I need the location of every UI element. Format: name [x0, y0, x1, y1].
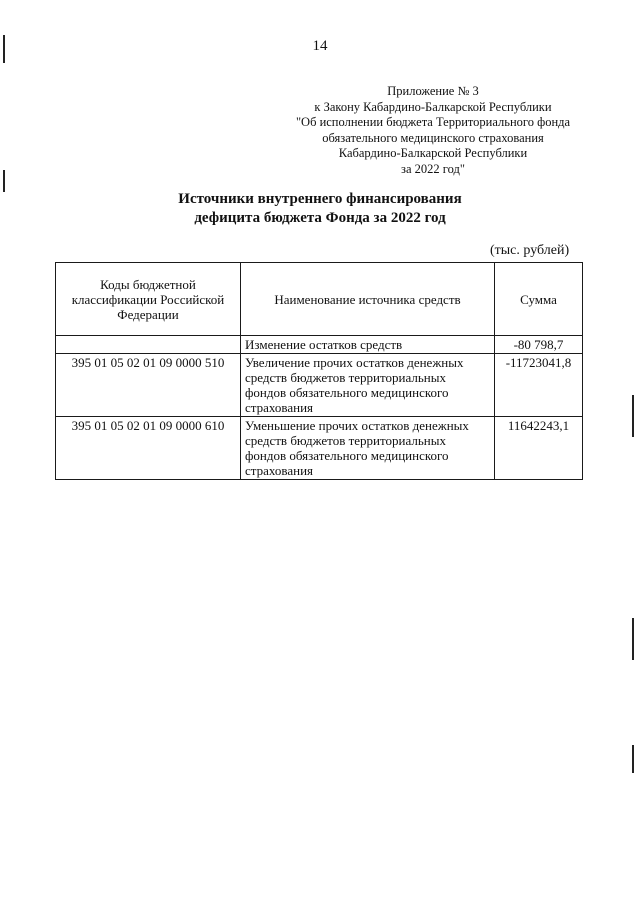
appendix-line: Приложение № 3: [387, 84, 479, 98]
scan-mark: [632, 618, 634, 660]
scan-mark: [632, 395, 634, 437]
scan-mark: [632, 745, 634, 773]
header-code: Коды бюджетной классификации Российской Федерации: [56, 263, 241, 336]
appendix-line: за 2022 год": [401, 161, 465, 176]
cell-name: Изменение остатков средств: [241, 336, 495, 354]
appendix-line: к Закону Кабардино-Балкарской Республики: [314, 99, 552, 114]
scan-mark: [3, 170, 5, 192]
scan-mark: [3, 35, 5, 63]
cell-code: 395 01 05 02 01 09 0000 510: [56, 354, 241, 417]
financing-sources-table: [55, 262, 583, 480]
cell-code: 395 01 05 02 01 09 0000 610: [56, 417, 241, 480]
appendix-line: "Об исполнении бюджета Территориального фонда: [295, 115, 571, 129]
document-title: [0, 190, 640, 228]
appendix-note: [268, 84, 598, 177]
appendix-line: Кабардино-Балкарской Республики: [338, 146, 528, 160]
cell-sum: 11642243,1: [495, 417, 583, 480]
cell-sum: -80 798,7: [495, 336, 583, 354]
cell-name: Увеличение прочих остатков денежных средств бюджетов территориальных фондов обязательного медицинского страхования: [241, 354, 495, 417]
cell-code: [56, 336, 241, 354]
table-header-row: [56, 263, 583, 336]
table-row: [56, 417, 583, 480]
appendix-line: обязательного медицинского страхования: [322, 130, 544, 145]
cell-sum: -11723041,8: [495, 354, 583, 417]
title-line-2: дефицита бюджета Фонда за 2022 год: [194, 210, 446, 226]
table-row: [56, 354, 583, 417]
units-label: (тыс. рублей): [490, 243, 570, 258]
table-row: [56, 336, 583, 354]
page-number: 14: [312, 38, 328, 54]
header-name: Наименование источника средств: [241, 263, 495, 336]
cell-name: Уменьшение прочих остатков денежных средств бюджетов территориальных фондов обязательного медицинского страхования: [241, 417, 495, 480]
header-sum: Сумма: [495, 263, 583, 336]
title-line-1: Источники внутреннего финансирования: [178, 191, 462, 207]
